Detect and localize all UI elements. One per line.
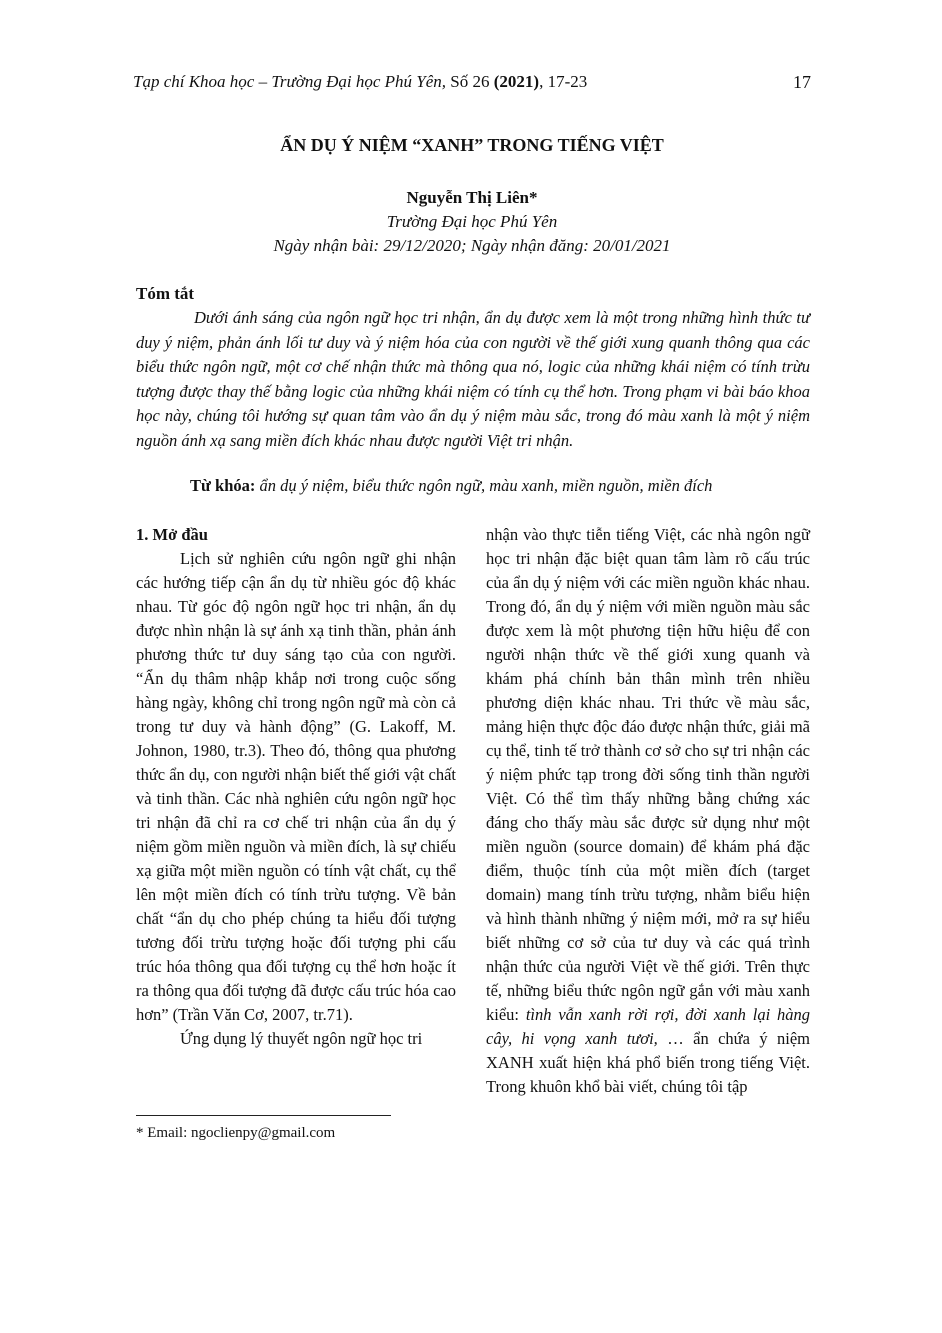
- keywords-line: [190, 476, 712, 496]
- keywords-label: Từ khóa:: [190, 476, 256, 495]
- body-paragraph: Lịch sử nghiên cứu ngôn ngữ ghi nhận các hướng tiếp cận ẩn dụ từ nhiều góc độ khác nhau. Từ góc độ ngôn ngữ học tri nhận, ẩn dụ được nhìn nhận là sự ánh xạ tinh thần, phản ánh phương thức tư duy sáng tạo của con người. “Ẩn dụ thâm nhập khắp nơi trong cuộc sống hàng ngày, không chỉ trong ngôn ngữ mà còn cả trong tư duy và hành động” (G. Lakoff, M. Johnon, 1980, tr.3). Theo đó, thông qua phương thức ẩn dụ, con người nhận biết thế giới vật chất và tinh thần. Các nhà nghiên cứu ngôn ngữ học tri nhận đã chỉ ra cơ chế tri nhận của ẩn dụ ý niệm gồm miền nguồn và miền đích, là sự chiếu xạ giữa một miền nguồn có tính vật chất, cụ thể lên một miền đích có tính trừu tượng. Về bản chất “ẩn dụ cho phép chúng ta hiểu đối tượng tương đối trừu tượng hoặc đối tượng phi cấu trúc hóa thông qua đối tượng cụ thể hơn hoặc ít ra thông qua đối tượng đã được cấu trúc hóa cao hơn” (Trần Văn Cơ, 2007, tr.71).: [136, 549, 456, 1024]
- submission-dates: Ngày nhận bài: 29/12/2020; Ngày nhận đăng: 20/01/2021: [273, 236, 671, 255]
- body-paragraph-continued: nhận vào thực tiễn tiếng Việt, các nhà ngôn ngữ học tri nhận đặc biệt quan tâm làm rõ cấu trúc của ẩn dụ ý niệm với các miền nguồn khác nhau. Trong đó, ẩn dụ ý niệm với miền nguồn màu sắc được xem là một phương tiện hữu hiệu để con người nhận thức về thế giới xung quanh và khám phá chính bản thân mình trên nhiều phương diện khác nhau. Tri thức về màu sắc, mảng hiện thực độc đáo được nhận thức, giải mã cụ thể, tinh tế trở thành cơ sở cho sự tri nhận các ý niệm phức tạp trong đời sống tinh thần người Việt. Có thể tìm thấy những bằng chứng xác đáng cho thấy màu sắc được sử dụng như một miền nguồn (source domain) để khám phá đặc điểm, thuộc tính của một miền đích (target domain) mang tính trừu tượng, nhằm biểu hiện và hình thành những ý niệm mới, mở ra sự hiểu biết những cơ sở của tư duy và các quá trình nhận thức của người Việt về thế giới. Trên thực tế, những biểu thức ngôn ngữ gắn với màu xanh kiểu: tình vẫn xanh rời rợi, đời xanh lại hàng cây, hi vọng xanh tươi, … ẩn chứa ý niệm XANH xuất hiện khá phổ biến trong tiếng Việt. Trong khuôn khổ bài viết, chúng tôi tập: [486, 525, 810, 1096]
- abstract-text: Dưới ánh sáng của ngôn ngữ học tri nhận, ẩn dụ được xem là một trong những hình thức tư duy ý niệm, phản ánh lối tư duy và ý niệm hóa của con người về thế giới xung quanh thông qua các biểu thức ngôn ngữ, một cơ chế nhận thức mà thông qua nó, logic của những khái niệm có tính trừu tượng được thay thế bằng logic của những khái niệm có tính cụ thể hơn. Trong phạm vi bài báo khoa học này, chúng tôi hướng sự quan tâm vào ẩn dụ ý niệm màu sắc, trong đó màu xanh là một ý niệm nguồn ánh xạ sang miền đích khác nhau được người Việt tri nhận.: [136, 308, 810, 450]
- section-heading: 1. Mở đầu: [136, 525, 208, 544]
- left-column: [136, 523, 456, 1051]
- footnote-email: * Email: ngoclienpy@gmail.com: [136, 1125, 336, 1141]
- body-paragraph-start: Ứng dụng lý thuyết ngôn ngữ học tri: [180, 1029, 423, 1048]
- journal-citation: Tạp chí Khoa học – Trường Đại học Phú Yên, Số 26 (2021), 17-23: [133, 72, 588, 91]
- footnote-divider: [136, 1115, 391, 1116]
- article-title: ẨN DỤ Ý NIỆM “XANH” TRONG TIẾNG VIỆT: [280, 135, 664, 155]
- author-name: Nguyễn Thị Liên*: [406, 188, 538, 207]
- abstract-heading: Tóm tắt: [136, 284, 195, 303]
- example-expressions: tình vẫn xanh rời rợi, đời xanh lại hàng cây, hi vọng xanh tươi,: [486, 1005, 810, 1048]
- right-column: [486, 523, 810, 1099]
- keywords-list: ẩn dụ ý niệm, biểu thức ngôn ngữ, màu xanh, miền nguồn, miền đích: [255, 476, 713, 495]
- author-affiliation: Trường Đại học Phú Yên: [386, 212, 558, 231]
- page-number: 17: [793, 72, 811, 92]
- running-header: [133, 72, 811, 102]
